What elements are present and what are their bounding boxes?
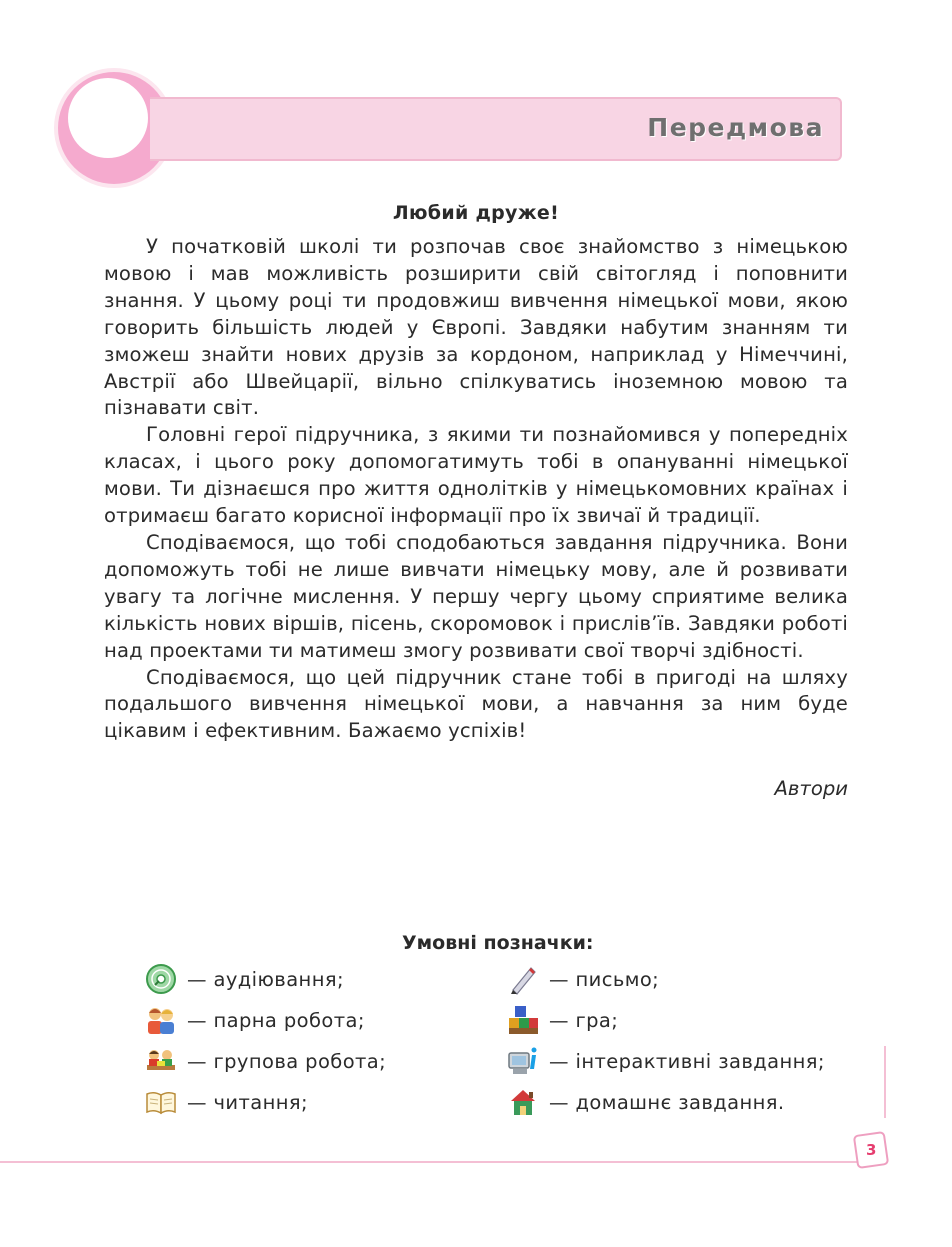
legend-label: — письмо;	[549, 967, 660, 991]
signature: Автори	[774, 777, 848, 800]
bottom-rule	[0, 1161, 858, 1163]
legend-item-listening	[145, 962, 344, 996]
legend-label: — аудіювання;	[187, 967, 344, 991]
greeting-heading: Любий друже!	[392, 202, 560, 224]
pair-work-icon	[145, 1004, 177, 1036]
legend-title: Умовні позначки:	[402, 932, 594, 954]
legend-item-writing	[507, 962, 659, 996]
legend-item-interactive	[507, 1044, 825, 1078]
legend-item-reading	[145, 1085, 308, 1119]
legend-label: — домашнє завдання.	[549, 1090, 785, 1114]
legend-label: — читання;	[187, 1090, 308, 1114]
legend-item-group-work	[145, 1044, 386, 1078]
legend-label: — групова робота;	[187, 1049, 387, 1073]
interactive-computer-icon	[507, 1045, 539, 1077]
cd-audio-icon	[145, 963, 177, 995]
page-edge-decor	[884, 1046, 886, 1118]
page-title: Передмова	[647, 113, 824, 142]
preface-body	[104, 234, 848, 745]
group-work-icon	[145, 1045, 177, 1077]
paragraph: Головні герої підручника, з якими ти познайомився у попередніх класах, і цього року допомогатимуть тобі в опануванні німецької мови. Ти дізнаєшся про життя однолітків у німецькомовних країнах і отримаєш багато корисної інформації про їх звичаї й традиції.	[104, 423, 848, 528]
legend-item-pair-work	[145, 1003, 365, 1037]
paragraph: У початковій школі ти розпочав своє знайомство з німецькою мовою і мав можливість розширити свій світогляд і поповнити знання. У цьому році ти продовжиш вивчення німецької мови, якою говорить більшість людей у Європі. Завдяки набутим знанням ти зможеш знайти нових друзів за кордоном, наприклад у Німеччині, Австрії або Швейцарії, вільно спілкуватись іноземною мовою та пізнавати світ.	[104, 235, 848, 420]
pen-icon	[507, 963, 539, 995]
legend-label: — парна робота;	[187, 1008, 365, 1032]
legend-item-game	[507, 1003, 618, 1037]
legend-label: — інтерактивні завдання;	[549, 1049, 825, 1073]
open-book-icon	[145, 1086, 177, 1118]
home-task-icon	[507, 1086, 539, 1118]
legend-item-homework	[507, 1085, 785, 1119]
header-banner	[150, 97, 842, 161]
page-number-badge	[853, 1131, 889, 1169]
legend-label: — гра;	[549, 1008, 619, 1032]
page-number: 3	[865, 1141, 877, 1159]
paragraph: Сподіваємося, що цей підручник стане тобі в пригоді на шляху подальшого вивчення німецької мови, а навчання за ним буде цікавим і ефективним. Бажаємо успіхів!	[104, 665, 848, 743]
header-decor-circle-inner	[68, 78, 148, 158]
game-blocks-icon	[507, 1004, 539, 1036]
paragraph: Сподіваємося, що тобі сподобаються завдання підручника. Вони допоможуть тобі не лише вивчати німецьку мову, але й розвивати увагу та логічне мислення. У першу чергу цьому сприятиме велика кількість нових віршів, пісень, скоромовок і прислів’їв. Завдяки роботі над проектами ти матимеш змогу розвивати свої творчі здібності.	[104, 530, 848, 662]
